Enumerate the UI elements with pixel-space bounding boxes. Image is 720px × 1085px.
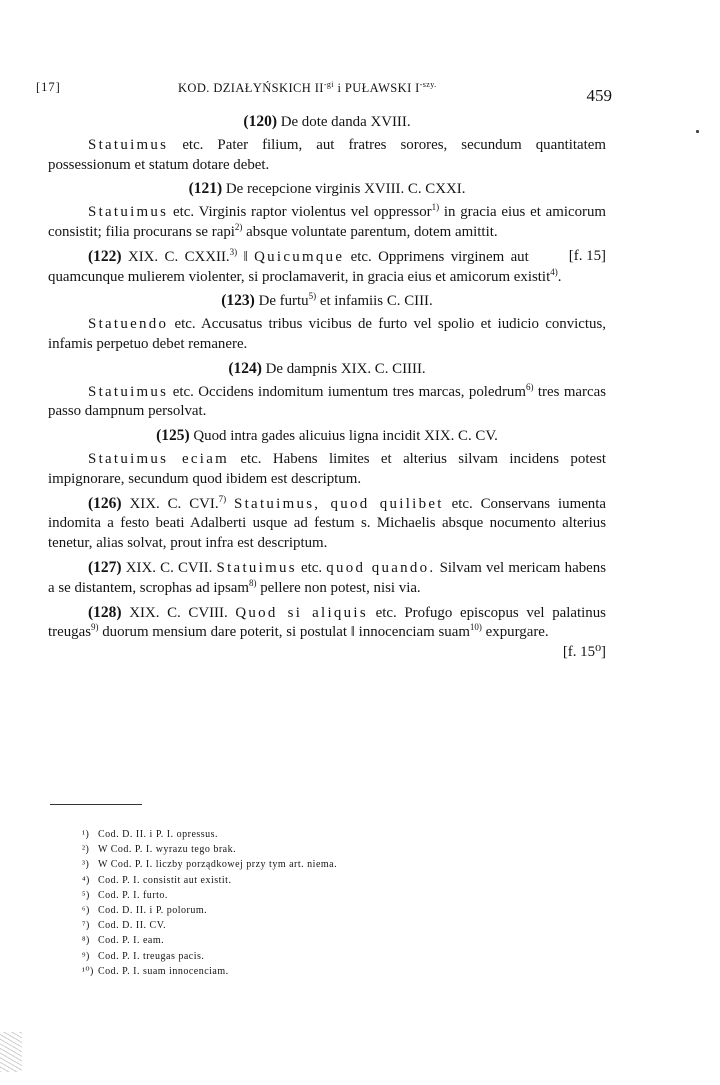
footnote [82, 857, 337, 872]
entry-number: (122) [88, 247, 122, 265]
entry-text [48, 383, 606, 423]
running-header [36, 80, 612, 104]
footnote-separator [50, 804, 142, 805]
footnote-ref: 7) [218, 493, 227, 504]
incipit: Quicumque [254, 248, 345, 265]
footnote-number: ¹) [82, 829, 90, 840]
footnote-text: Cod. D. II. i P. I. opressus. [98, 829, 219, 840]
entry-title [48, 426, 606, 447]
incipit: Statuimus [216, 559, 297, 576]
scan-corner-artifact [0, 1032, 22, 1072]
footnote-text: Cod. D. II. CV. [98, 920, 167, 932]
footnote-number: ³) [82, 859, 90, 871]
entry-body: etc. Conservans iumenta indomita a festo beati Adalberti usque ad festum s. Michaelis absque nocumento alterius tenetur, alias solvat, prout infra est descriptum. [48, 495, 606, 552]
footnote-ref: 8) [248, 577, 257, 588]
entry-body: pellere non potest, nisi via. [256, 579, 421, 596]
incipit: Statuimus [88, 383, 169, 400]
entry-body: etc. Opprimens virginem aut quamcunque mulierem violenter, si proclamaverit, in gracia eius et amicorum existit [48, 248, 551, 285]
footnote-number: ⁵) [82, 889, 90, 901]
entry-body: duorum mensium dare poterit, si postulat ‖ innocenciam suam [98, 624, 470, 641]
entry-body: tres marcas passo dampnum persolvat. [48, 383, 606, 420]
entry-body: etc. Pater filium, aut fratres sorores, secundum quantitatem possessionum et statum dotare debet. [48, 136, 606, 173]
entry-number: (126) [88, 494, 122, 512]
footnote-text: Cod. P. I. suam innocenciam. [98, 965, 229, 977]
footnote-number: ⁷) [82, 920, 90, 932]
incipit: Statuimus [88, 136, 169, 153]
entry-text [48, 558, 606, 599]
footnotes [82, 827, 337, 979]
page-number: 459 [586, 86, 612, 105]
entry-body: expurgare. [481, 624, 549, 641]
incipit: quod quando. [326, 559, 436, 576]
entry-number: (125) [156, 427, 190, 445]
entry-text [48, 136, 606, 176]
entry-number: (121) [188, 180, 223, 198]
entry-number: (123) [221, 292, 255, 310]
folio-marker: [f. 15] [568, 247, 606, 264]
footnote [82, 873, 337, 888]
incipit: Statuimus, quod quilibet [234, 495, 444, 512]
footnote-text: Cod. D. II. i P. polorum. [98, 905, 208, 917]
entry-number: (127) [88, 558, 122, 576]
entry-text [48, 603, 606, 661]
footnote-text: Cod. P. I. consistit aut existit. [98, 874, 232, 886]
header-title-sup1: -gi [323, 80, 334, 89]
footnote-ref: 9) [91, 622, 99, 633]
footnote-ref: 4) [550, 266, 558, 277]
footnote-ref: 2) [234, 222, 243, 233]
entry-body: ‖ [237, 248, 255, 265]
entry-body: etc. Habens limites et alterius silvam incidens potest impignorare, secundum quod ibidem est descriptum. [48, 450, 607, 487]
footnote-ref: 10) [469, 622, 482, 633]
footnote-number: ²) [82, 844, 90, 856]
entry-body: XIX. C. CVIII. [121, 604, 236, 621]
footnote-number: ¹⁰) [82, 965, 94, 977]
entry-heading: et infamiis C. CIII. [316, 293, 433, 310]
footnote-ref: 3) [229, 246, 238, 257]
entry-123 [48, 291, 606, 354]
entry-body: XIX. C. CXXII. [121, 248, 230, 265]
entry-120 [48, 112, 606, 175]
entry-title [48, 359, 606, 380]
entry-heading: De recepcione virginis XVIII. C. CXXI. [222, 181, 466, 198]
footnote-text: Cod. P. I. furto. [98, 889, 168, 901]
header-title-main: KOD. DZIAŁYŃSKICH II [178, 81, 324, 96]
entry-heading: De dote danda XVIII. [277, 114, 411, 130]
header-section-number: [17] [36, 80, 61, 94]
footnote [82, 842, 337, 857]
entry-127 [48, 558, 606, 599]
footnote-number: ⁹) [82, 950, 90, 962]
footnote [82, 933, 337, 948]
footnote [82, 964, 337, 979]
footnote-number: ⁶) [82, 905, 90, 917]
entry-text [48, 494, 606, 554]
footnote-ref: 5) [308, 291, 317, 302]
footnote-text: Cod. P. I. treugas pacis. [98, 950, 205, 962]
entry-body: etc. Accusatus tribus vicibus de furto vel spolio et iudicio convictus, infamis perpetuo debet remanere. [48, 316, 606, 352]
footnote-ref: 6) [525, 381, 534, 392]
footnote [82, 888, 337, 903]
entry-body: XIX. C. CVI. [121, 495, 219, 512]
entry-heading: De furtu [254, 293, 309, 310]
scan-mark [696, 130, 699, 133]
entry-text [48, 315, 606, 355]
entry-title [48, 291, 606, 312]
entry-125 [48, 426, 606, 489]
entry-number: (124) [228, 359, 262, 377]
entry-number: (120) [243, 113, 277, 130]
entry-heading: De dampnis XIX. C. CIIII. [261, 360, 426, 377]
footnote [82, 903, 337, 918]
entry-text [48, 247, 606, 288]
entry-body: in gracia eius et amicorum consistit; filia procurans se rapi [48, 204, 606, 240]
footnote-text: Cod. P. I. eam. [98, 935, 165, 947]
header-title-mid: i PUŁAWSKI I [333, 81, 420, 96]
header-title-sup2: -szy. [419, 80, 437, 89]
entry-body: etc. Profugo episcopus vel palatinus treugas [48, 604, 606, 641]
entry-text [48, 450, 606, 490]
entry-title [48, 112, 606, 133]
header-title [178, 80, 437, 96]
footnote [82, 827, 337, 842]
entry-121 [48, 179, 606, 242]
incipit: Statuimus eciam [88, 450, 230, 467]
entry-text [48, 203, 606, 243]
main-text [48, 112, 606, 663]
footnote-text: W Cod. P. I. wyrazu tego brak. [98, 844, 237, 856]
entry-heading: Quod intra gades alicuius ligna incidit XIX. C. CV. [189, 428, 498, 445]
entry-body: absque voluntate parentum, dotem amittit. [242, 223, 498, 240]
entry-body: etc. [296, 559, 327, 576]
entry-body: XIX. C. CVII. [121, 559, 217, 576]
incipit: Statuimus [88, 204, 169, 221]
entry-body: etc. Virginis raptor violentus vel oppressor [168, 204, 432, 221]
footnote [82, 918, 337, 933]
footnote-number: ⁴) [82, 874, 90, 886]
footnote-number: ⁸) [82, 935, 90, 947]
entry-body: . [557, 268, 562, 285]
footnote-text: W Cod. P. I. liczby porządkowej przy tym art. niema. [98, 859, 338, 871]
entry-number: (128) [88, 603, 122, 621]
entry-122 [48, 247, 606, 288]
entry-body [226, 496, 234, 512]
incipit: Statuendo [88, 316, 169, 333]
entry-body: Silvam vel mericam habens a se distantem, scrophas ad ipsam [48, 559, 606, 596]
incipit: Quod si aliquis [235, 604, 368, 621]
entry-128 [48, 603, 606, 661]
entry-title [48, 179, 606, 200]
footnote [82, 949, 337, 964]
entry-124 [48, 359, 606, 422]
entry-body: etc. Occidens indomitum iumentum tres marcas, poledrum [168, 383, 526, 400]
footnote-ref: 1) [431, 202, 440, 213]
folio-marker: [f. 15⁰] [562, 644, 606, 661]
entry-126 [48, 494, 606, 554]
